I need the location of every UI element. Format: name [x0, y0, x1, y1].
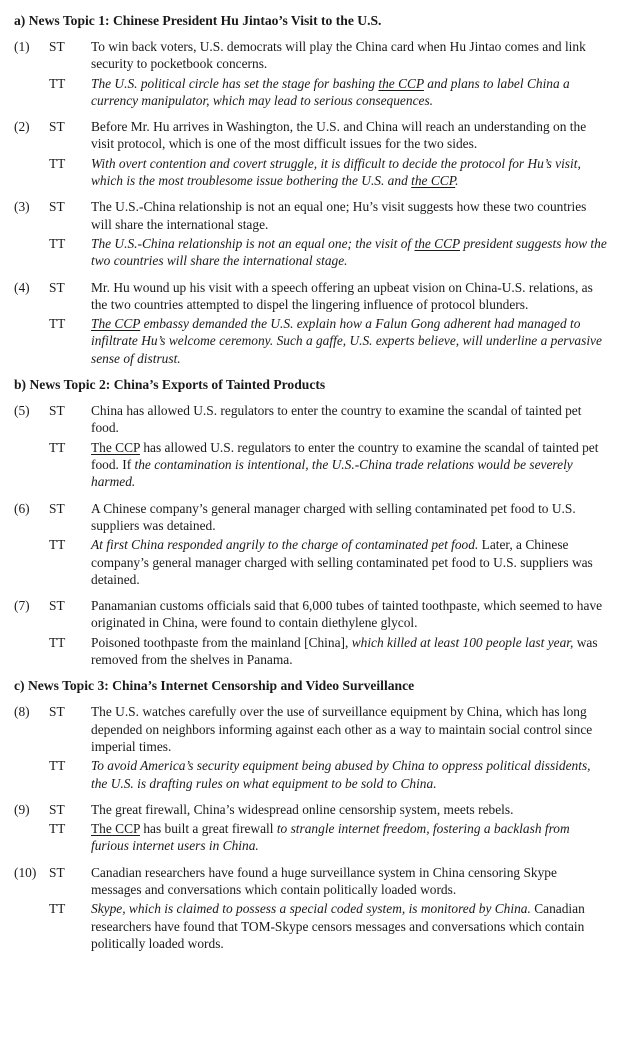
text-run: to strangle internet freedom, fostering a backlash from furious internet users in China. [91, 821, 570, 854]
underlined-term: The CCP [91, 439, 140, 455]
target-text [91, 757, 609, 792]
text-run: the contamination is intentional, the U.S.-China trade relations would be severely harmed. [91, 456, 573, 490]
source-text [91, 597, 609, 632]
st-label: ST [49, 279, 65, 295]
st-label: ST [49, 199, 65, 215]
source-text-row [14, 801, 609, 818]
underlined-term: The CCP [91, 316, 141, 332]
text-run: Before Mr. Hu arrives in Washington, the U.S. and China will reach an understanding on the visit protocol, which is one of the most difficult issues for the two sides. [91, 119, 587, 152]
text-run: The U.S. political circle has set the stage for bashing [91, 75, 379, 91]
underlined-term: the CCP [414, 235, 460, 251]
text-run: embassy demanded the U.S. explain how a Falun Gong adherent had managed to infiltrate Hu’s welcome ceremony. Such a gaffe, U.S. experts believe, will underline a pervasive sense of distrust. [91, 316, 602, 366]
text-run: which killed at least 100 people last year, [351, 634, 574, 650]
text-run: The U.S. watches carefully over the use of surveillance equipment by China, which has long depended on neighbors informing against each other as a way to maintain social control since imperial times. [91, 704, 593, 754]
text-run: . [455, 173, 459, 189]
item-number: (6) [14, 500, 30, 516]
text-run: Poisoned toothpaste from the mainland [China], [91, 634, 352, 650]
tt-label: TT [49, 155, 66, 171]
source-text [91, 864, 609, 899]
st-label: ST [49, 598, 65, 614]
tt-label: TT [49, 537, 66, 553]
text-run: was removed from the shelves in Panama. [91, 634, 598, 668]
text-run: Canadian researchers have found a huge surveillance system in China censoring Skype messages and conversations which contain politically loaded words. [91, 864, 557, 897]
source-text-row [14, 864, 609, 899]
text-run: and plans to label China a currency manipulator, which may lead to serious consequences. [91, 75, 570, 108]
item-number-blank [14, 536, 49, 588]
text-run: has built a great firewall [139, 821, 277, 837]
st-label: ST [49, 864, 65, 880]
tt-label: TT [49, 316, 66, 332]
target-text-row [14, 900, 609, 952]
source-text [91, 801, 609, 818]
target-text-row [14, 75, 609, 110]
example-item [14, 597, 609, 668]
news-topic-section [14, 12, 609, 367]
target-text [91, 235, 609, 270]
target-text-row [14, 155, 609, 190]
example-item [14, 864, 609, 952]
item-number: (4) [14, 279, 30, 295]
target-text [91, 315, 609, 367]
text-run: At first China responded angrily to the charge of contaminated pet food. [91, 537, 479, 553]
target-text-row [14, 315, 609, 367]
tt-label: TT [49, 758, 66, 774]
target-text-row [14, 439, 609, 491]
section-heading: c) News Topic 3: China’s Internet Censorship and Video Surveillance [14, 678, 415, 694]
item-number-blank [14, 155, 49, 190]
target-text-row [14, 634, 609, 669]
underlined-term: The CCP [91, 821, 140, 837]
target-text [91, 634, 609, 669]
text-run: The U.S.-China relationship is not an equal one; Hu’s visit suggests how these two countries will share the international stage. [91, 199, 587, 232]
text-run: Skype, which is claimed to possess a special coded system, is monitored by China. [91, 901, 531, 917]
source-text-row [14, 703, 609, 755]
st-label: ST [49, 500, 65, 516]
item-number-blank [14, 439, 49, 491]
item-number-blank [14, 900, 49, 952]
example-item [14, 703, 609, 791]
source-text-row [14, 597, 609, 632]
target-text [91, 820, 609, 855]
text-run: To avoid America’s security equipment being abused by China to oppress political dissidents, the U.S. is drafting rules on what equipment to be sold to China. [91, 758, 591, 791]
st-label: ST [49, 801, 65, 817]
text-run: Panamanian customs officials said that 6,000 tubes of tainted toothpaste, which seemed to have originated in China, were found to contain diethylene glycol. [91, 598, 603, 631]
target-text-row [14, 757, 609, 792]
source-text-row [14, 279, 609, 314]
item-number: (2) [14, 119, 30, 135]
tt-label: TT [49, 901, 66, 917]
item-number-blank [14, 634, 49, 669]
example-item [14, 279, 609, 367]
target-text [91, 536, 609, 588]
target-text-row [14, 820, 609, 855]
target-text [91, 900, 609, 952]
text-run: has allowed U.S. regulators to enter the country to examine the scandal of tainted pet food. If [91, 439, 599, 472]
section-heading: b) News Topic 2: China’s Exports of Tainted Products [14, 377, 326, 393]
item-number-blank [14, 315, 49, 367]
text-run: With overt contention and covert struggle, it is difficult to decide the protocol for Hu’s visit, which is the most troublesome issue bothering the U.S. and [91, 155, 581, 189]
item-number-blank [14, 820, 49, 855]
news-topic-section [14, 376, 609, 668]
text-run: The great firewall, China’s widespread online censorship system, meets rebels. [91, 801, 514, 817]
st-label: ST [49, 704, 65, 720]
source-text [91, 703, 609, 755]
st-label: ST [49, 39, 65, 54]
tt-label: TT [49, 634, 66, 650]
target-text-row [14, 235, 609, 270]
source-text [91, 118, 609, 153]
section-heading: a) News Topic 1: Chinese President Hu Jintao’s Visit to the U.S. [14, 13, 382, 28]
item-number: (8) [14, 704, 30, 720]
example-item [14, 198, 609, 269]
text-run: Canadian researchers have found that TOM-Skype censors messages and conversations which contain politically loaded words. [91, 901, 585, 951]
item-number: (7) [14, 598, 30, 614]
source-text-row [14, 38, 609, 73]
st-label: ST [49, 403, 65, 419]
source-text [91, 279, 609, 314]
target-text [91, 439, 609, 491]
source-text-row [14, 198, 609, 233]
source-text [91, 38, 609, 73]
underlined-term: the CCP [378, 75, 424, 91]
item-number: (5) [14, 403, 30, 419]
tt-label: TT [49, 235, 66, 251]
item-number: (3) [14, 199, 30, 215]
text-run: A Chinese company’s general manager charged with selling contaminated pet food to U.S. suppliers was detained. [91, 500, 576, 533]
underlined-term: the CCP [411, 173, 456, 189]
item-number: (1) [14, 39, 30, 54]
item-number-blank [14, 235, 49, 270]
source-text-row [14, 500, 609, 535]
target-text [91, 75, 609, 110]
text-run: To win back voters, U.S. democrats will play the China card when Hu Jintao comes and link security to pocketbook concerns. [91, 39, 586, 72]
source-text [91, 402, 609, 437]
item-number: (9) [14, 801, 30, 817]
target-text-row [14, 536, 609, 588]
source-text-row [14, 402, 609, 437]
example-item [14, 402, 609, 491]
example-item [14, 801, 609, 855]
item-number: (10) [14, 864, 37, 880]
source-text-row [14, 118, 609, 153]
target-text [91, 155, 609, 190]
st-label: ST [49, 119, 65, 135]
text-run: The U.S.-China relationship is not an equal one; the visit of [91, 235, 415, 251]
source-text [91, 198, 609, 233]
item-number-blank [14, 757, 49, 792]
text-run: president suggests how the two countries will share the international stage. [91, 235, 607, 269]
example-item [14, 118, 609, 189]
tt-label: TT [49, 75, 66, 91]
example-item [14, 500, 609, 588]
example-item [14, 38, 609, 109]
tt-label: TT [49, 821, 66, 837]
text-run: Mr. Hu wound up his visit with a speech offering an upbeat vision on China-U.S. relations, as the two countries attempted to dispel the lingering influence of protocol blunders. [91, 279, 593, 312]
item-number-blank [14, 75, 49, 110]
text-run: China has allowed U.S. regulators to enter the country to examine the scandal of tainted pet food. [91, 403, 582, 436]
tt-label: TT [49, 439, 66, 455]
news-topic-section [14, 677, 609, 952]
source-text [91, 500, 609, 535]
text-run: Later, a Chinese company’s general manager charged with selling contaminated pet food to U.S. suppliers was detained. [91, 537, 593, 587]
